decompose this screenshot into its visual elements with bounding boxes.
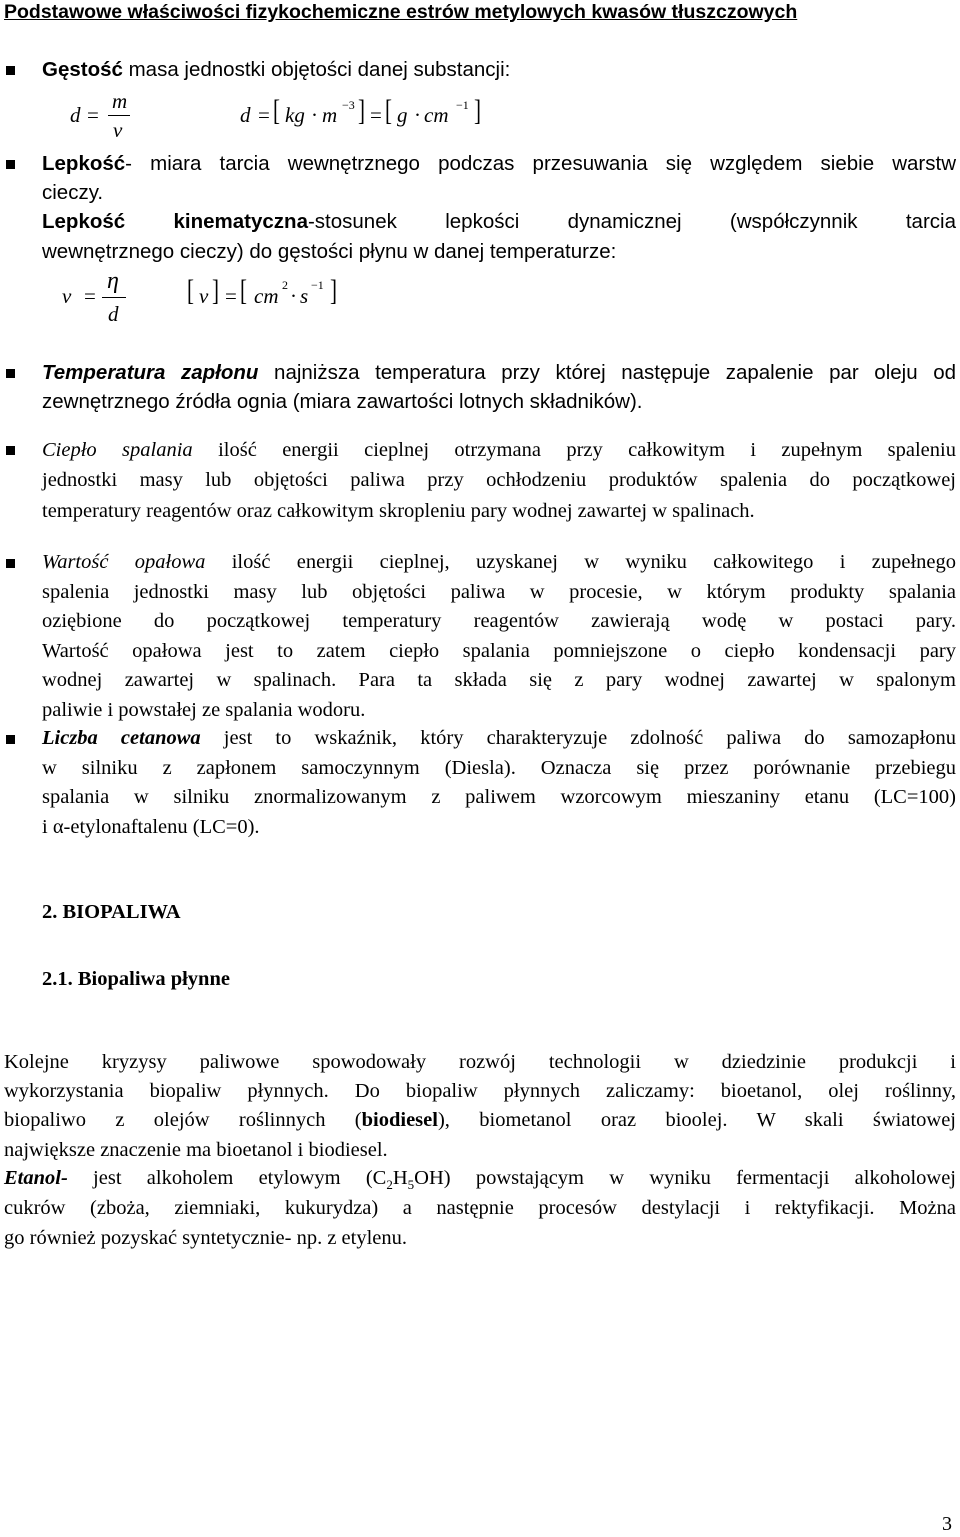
exp-minus1: −1: [311, 278, 324, 292]
exp-minus1: −1: [456, 98, 469, 112]
paragraph-line3: [4, 1109, 956, 1132]
ethanol-line2: cukrów (zboża, ziemniaki, kukurydza) a następnie procesów destylacji i rektyfikacji. Można: [4, 1197, 956, 1219]
density-definition: [42, 58, 510, 82]
flash-desc: najniższa temperatura przy której następuje zapalenie par oleju od: [258, 361, 956, 384]
formula-eq2: =: [225, 284, 237, 308]
subsection-heading: 2.1. Biopaliwa płynne: [42, 968, 230, 990]
unit-dot: ·: [311, 103, 318, 127]
page-title: Podstawowe właściwości fizykochemiczne estrów metylowych kwasów tłuszczowych: [4, 1, 798, 23]
calorific-term: Wartość opałowa: [42, 551, 206, 573]
bracket-left-icon: [: [240, 274, 247, 307]
calorific-line1: [42, 551, 956, 574]
paragraph-line1: Kolejne kryzysy paliwowe spowodowały rozwój technologii w dziedzinie produkcji i: [4, 1051, 956, 1073]
subscript: 2: [386, 1177, 393, 1193]
flash-term: Temperatura zapłonu: [42, 361, 259, 384]
section-heading: 2. BIOPALIWA: [42, 901, 181, 923]
cetane-desc: jest to wskaźnik, który charakteryzuje zdolność paliwa do samozapłonu: [200, 727, 956, 749]
biodiesel-term: biodiesel: [361, 1109, 438, 1131]
formula-eq2: =: [258, 103, 270, 127]
ethanol-line1: [4, 1167, 956, 1193]
heat-desc: ilość energii cieplnej otrzymana przy całkowitym i zupełnym spaleniu: [192, 439, 956, 461]
cetane-line1: [42, 727, 956, 750]
bullet-icon: [6, 66, 15, 75]
exp-minus3: −3: [342, 98, 355, 112]
ethanol-line3: go również pozyskać syntetycznie- np. z etylenu.: [4, 1227, 408, 1249]
bracket-left-icon: [: [385, 94, 392, 127]
bullet-icon: [6, 446, 15, 455]
bullet-icon: [6, 559, 15, 568]
bracket-right-icon: ]: [358, 94, 365, 127]
kinematic-viscosity-line2: wewnętrznego cieczy) do gęstości płynu w danej temperaturze:: [42, 240, 617, 263]
fraction-bar: [108, 115, 130, 116]
cetane-term: Liczba cetanowa: [42, 727, 201, 749]
paragraph-line4: największe znaczenie ma bioetanol i biodiesel.: [4, 1139, 388, 1161]
viscosity-term: Lepkość: [42, 152, 126, 175]
formula-eta: η: [107, 268, 119, 294]
formula-eq: =: [84, 284, 96, 308]
flash-line2: zewnętrznego źródła ognia (miara zawartości lotnych składników).: [42, 390, 643, 413]
bullet-icon: [6, 369, 15, 378]
bracket-left-icon: [: [187, 274, 194, 307]
formula-m: m: [112, 89, 128, 113]
exp-2: 2: [282, 278, 288, 292]
ethanol-text: H: [392, 1167, 408, 1189]
unit-dot: ·: [290, 284, 297, 308]
fraction-bar: [102, 297, 126, 298]
calorific-line3: oziębione do początkowej temperatury reagentów zawierają wodę w postaci pary.: [42, 610, 956, 632]
calorific-line2: spalenia jednostki masy lub objętości paliwa w procesie, w którym produkty spalania: [42, 581, 956, 603]
cetane-line4: i α-etylonaftalenu (LC=0).: [42, 816, 260, 838]
page-number: 3: [942, 1513, 952, 1535]
unit-cm: cm: [254, 284, 279, 308]
bullet-icon: [6, 735, 15, 744]
formula-d: d: [70, 103, 81, 127]
unit-dot2: ·: [414, 103, 421, 127]
unit-s: s: [300, 284, 309, 308]
viscosity-line1: [42, 152, 956, 176]
paragraph-text: ), biometanol oraz bioolej. W skali światowej: [437, 1109, 956, 1131]
cetane-line3: spalania w silniku znormalizowanym z paliwem wzorcowym mieszaniny etanu (LC=100): [42, 786, 956, 808]
bracket-right-icon: ]: [330, 274, 337, 307]
calorific-line4: Wartość opałowa jest to zatem ciepło spalania pomniejszone o ciepło kondensacji pary: [42, 640, 956, 662]
kinematic-viscosity-line1: [42, 210, 956, 234]
heat-line1: [42, 439, 956, 462]
unit-cm: cm: [424, 103, 449, 127]
formula-d: d: [108, 302, 119, 326]
ethanol-term: Etanol-: [4, 1167, 68, 1189]
paragraph-text: biopaliwo z olejów roślinnych (: [4, 1109, 362, 1131]
density-desc: masa jednostki objętości danej substancji:: [122, 58, 511, 81]
unit-g: g: [397, 103, 408, 127]
cetane-line2: w silniku z zapłonem samoczynnym (Diesla). Oznacza się przez porównanie przebiegu: [42, 757, 956, 779]
formula-nu: ν: [62, 284, 72, 308]
bullet-icon: [6, 160, 15, 169]
density-term: Gęstość: [42, 58, 123, 81]
flash-line1: [42, 361, 956, 385]
formula-d2: d: [240, 103, 251, 127]
paragraph-line2: wykorzystania biopaliw płynnych. Do biopaliw płynnych zaliczamy: bioetanol, olej roślinny,: [4, 1080, 956, 1102]
bracket-right-icon: ]: [474, 94, 481, 127]
kinematic-viscosity-desc: -stosunek lepkości dynamicznej (współczynnik tarcia: [307, 210, 956, 233]
viscosity-desc: - miara tarcia wewnętrznego podczas przesuwania się względem siebie warstw: [125, 152, 956, 175]
formula-eq: =: [87, 103, 99, 127]
bracket-right-icon: ]: [212, 274, 219, 307]
unit-kg: kg: [285, 103, 305, 127]
formula-nu2: ν: [199, 284, 209, 308]
formula-eq3: =: [370, 103, 382, 127]
subscript: 5: [407, 1177, 415, 1193]
calorific-line6: paliwie i powstałej ze spalania wodoru.: [42, 699, 366, 721]
calorific-desc: ilość energii cieplnej, uzyskanej w wyniku całkowitego i zupełnego: [205, 551, 956, 573]
heat-line2: jednostki masy lub objętości paliwa przy ochłodzeniu produktów spalenia do początkowej: [42, 469, 956, 491]
heat-term: Ciepło spalania: [42, 439, 193, 461]
unit-m: m: [322, 103, 338, 127]
formula-v: v: [113, 118, 123, 142]
ethanol-text: jest alkoholem etylowym (C: [67, 1167, 387, 1189]
viscosity-line2: cieczy.: [42, 181, 104, 204]
ethanol-text: OH) powstającym w wyniku fermentacji alkoholowej: [414, 1167, 957, 1189]
heat-line3: temperatury reagentów oraz całkowitym skropleniu pary wodnej zawartej w spalinach.: [42, 500, 755, 522]
calorific-line5: wodnej zawartej w spalinach. Para ta składa się z pary wodnej zawartej w spalonym: [42, 669, 956, 691]
bracket-left-icon: [: [273, 94, 280, 127]
kinematic-viscosity-term: Lepkość kinematyczna: [42, 210, 308, 233]
